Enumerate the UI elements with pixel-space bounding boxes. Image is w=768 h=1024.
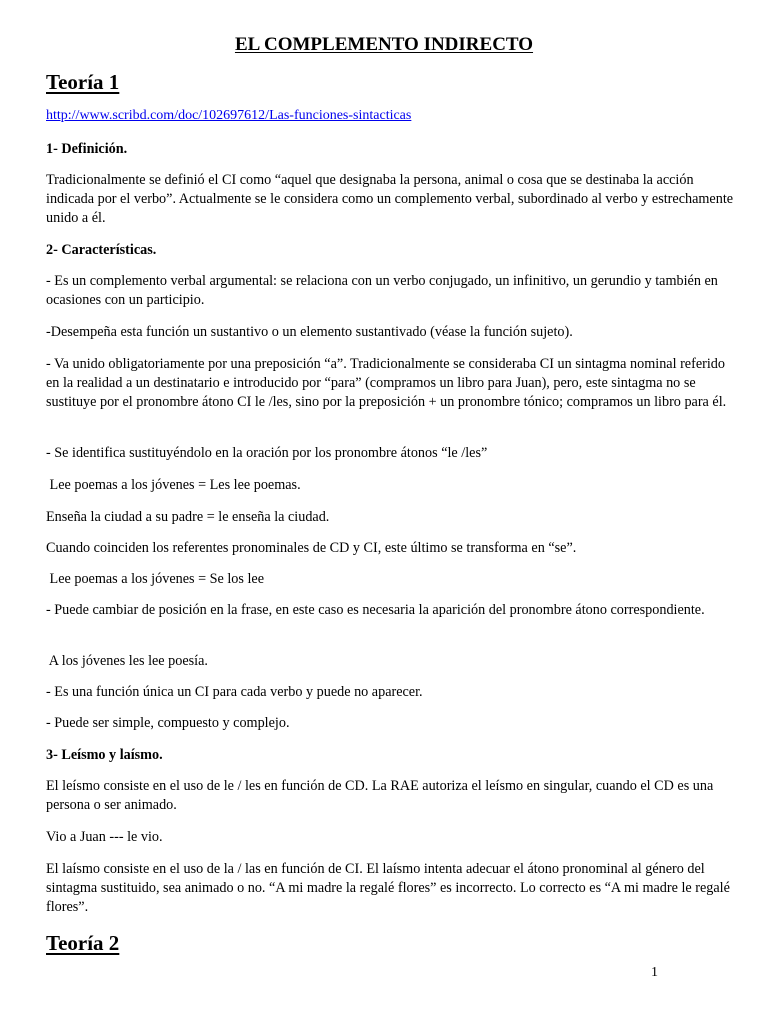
heading-teoria-1: Teoría 1 [46, 70, 120, 94]
paragraph-simple: - Puede ser simple, compuesto y complejo. [46, 715, 290, 731]
definicion-paragraph: Tradicionalmente se definió el CI como “aquel que designaba la persona, animal o cosa que se destinaba la acción indicada por el verbo”. Actualmente se le considera como un complemento verbal, subordinado al verbo y estrechamente unido a él. [46, 172, 734, 226]
paragraph-sustantivo: -Desempeña esta función un sustantivo o un elemento sustantivado (véase la función sujeto). [46, 324, 573, 340]
example-se-los-lee: Lee poemas a los jóvenes = Se los lee [46, 571, 264, 587]
section-leismo-heading: 3- Leísmo y laísmo. [46, 747, 163, 763]
paragraph-unica: - Es una función única un CI para cada verbo y puede no aparecer. [46, 684, 423, 700]
example-le-vio: Vio a Juan --- le vio. [46, 829, 163, 845]
example-les-lee: Lee poemas a los jóvenes = Les lee poemas. [46, 477, 301, 493]
paragraph-identifica: - Se identifica sustituyéndolo en la oración por los pronombre átonos “le /les” [46, 445, 488, 461]
section-definicion-heading: 1- Definición. [46, 141, 128, 157]
scribd-link[interactable]: http://www.scribd.com/doc/102697612/Las-funciones-sintacticas [46, 108, 412, 123]
heading-teoria-2: Teoría 2 [46, 931, 120, 955]
paragraph-posicion: - Puede cambiar de posición en la frase, en este caso es necesaria la aparición del pronombre átono correspondiente. [46, 602, 705, 618]
paragraph-leismo: El leísmo consiste en el uso de le / les en función de CD. La RAE autoriza el leísmo en singular, cuando el CD es una persona o ser animado. [46, 778, 714, 813]
document-title: EL COMPLEMENTO INDIRECTO [234, 34, 534, 55]
paragraph-preposicion: - Va unido obligatoriamente por una preposición “a”. Tradicionalmente se consideraba CI un sintagma nominal referido en la realidad a un destinatario e introducido por “para” (compramos un libro para Juan), pero, este sintagma no se sustituye por el pronombre átono CI le /les, sino por la preposición + un pronombre tónico; compramos un libro para él. [46, 356, 727, 410]
paragraph-argumental: - Es un complemento verbal argumental: se relaciona con un verbo conjugado, un infinitivo, un gerundio y también en ocasiones con un participio. [46, 273, 718, 308]
paragraph-laismo: El laísmo consiste en el uso de la / las en función de CI. El laísmo intenta adecuar el átono pronominal al género del sintagma sustituido, sea animado o no. “A mi madre la regalé flores” es incorrecto. Lo correcto es “A mi madre le regalé flores”. [46, 861, 730, 915]
section-caracteristicas-heading: 2- Características. [46, 242, 157, 258]
example-les-lee-poesia: A los jóvenes les lee poesía. [46, 653, 208, 669]
example-ensena: Enseña la ciudad a su padre = le enseña la ciudad. [46, 509, 330, 525]
page-number: 1 [651, 965, 658, 980]
paragraph-coinciden: Cuando coinciden los referentes pronominales de CD y CI, este último se transforma en “se”. [46, 540, 577, 556]
